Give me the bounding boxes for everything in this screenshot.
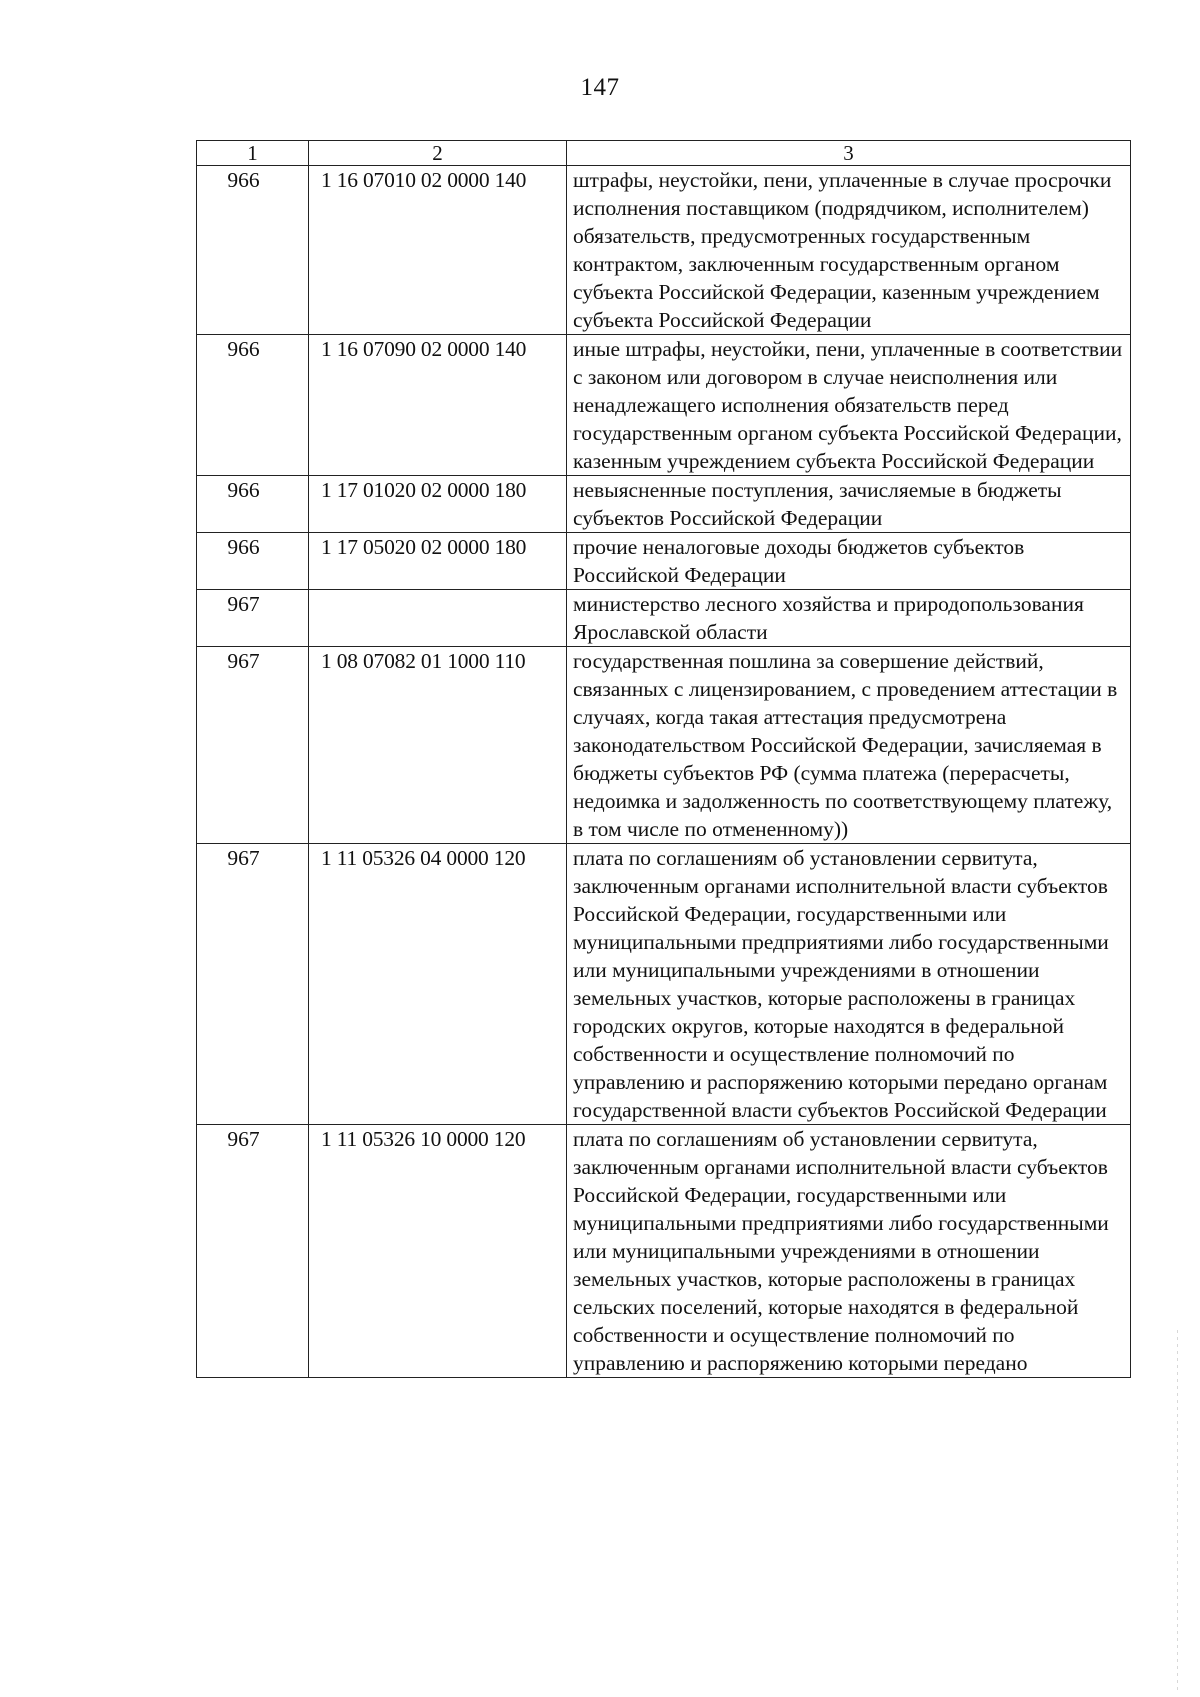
admin-code-cell: 966: [197, 166, 309, 335]
table-row: [197, 844, 1131, 1125]
admin-code-cell: 966: [197, 476, 309, 533]
revenue-code-cell: 1 17 05020 02 0000 180: [309, 533, 567, 590]
revenue-code-cell: 1 11 05326 04 0000 120: [309, 844, 567, 1125]
description-cell: государственная пошлина за совершение действий, связанных с лицензированием, с проведением аттестации в случаях, когда такая аттестация предусмотрена законодательством Российской Федерации, зачисляемая в бюджеты субъектов РФ (сумма платежа (перерасчеты, недоимка и задолженность по соответствующему платежу, в том числе по отмененному)): [567, 647, 1131, 844]
revenue-code-cell: 1 16 07010 02 0000 140: [309, 166, 567, 335]
description-cell: прочие неналоговые доходы бюджетов субъектов Российской Федерации: [567, 533, 1131, 590]
table-row: [197, 533, 1131, 590]
table-row: [197, 476, 1131, 533]
table-row: [197, 590, 1131, 647]
description-cell: плата по соглашениям об установлении сервитута, заключенным органами исполнительной власти субъектов Российской Федерации, государственными или муниципальными предприятиями либо государственными или муниципальными учреждениями в отношении земельных участков, которые расположены в границах сельских поселений, которые находятся в федеральной собственности и осуществление полномочий по управлению и распоряжению которыми передано: [567, 1125, 1131, 1378]
column-header-2: 2: [309, 141, 567, 166]
admin-code-cell: 966: [197, 533, 309, 590]
description-cell: невыясненные поступления, зачисляемые в бюджеты субъектов Российской Федерации: [567, 476, 1131, 533]
scan-edge-artifact: [1177, 1330, 1178, 1690]
column-header-1: 1: [197, 141, 309, 166]
table-row: [197, 335, 1131, 476]
revenue-code-cell: 1 16 07090 02 0000 140: [309, 335, 567, 476]
admin-code-cell: 967: [197, 844, 309, 1125]
revenue-code-cell: 1 11 05326 10 0000 120: [309, 1125, 567, 1378]
table-header-row: [197, 141, 1131, 166]
table-row: [197, 647, 1131, 844]
column-header-3: 3: [567, 141, 1131, 166]
revenue-code-cell: 1 17 01020 02 0000 180: [309, 476, 567, 533]
revenue-code-cell: [309, 590, 567, 647]
description-cell: министерство лесного хозяйства и природопользования Ярославской области: [567, 590, 1131, 647]
revenue-codes-table: [196, 140, 1131, 1378]
description-cell: иные штрафы, неустойки, пени, уплаченные в соответствии с законом или договором в случае неисполнения или ненадлежащего исполнения обязательств перед государственным органом субъекта Российской Федерации, казенным учреждением субъекта Российской Федерации: [567, 335, 1131, 476]
admin-code-cell: 966: [197, 335, 309, 476]
table-row: [197, 1125, 1131, 1378]
description-cell: плата по соглашениям об установлении сервитута, заключенным органами исполнительной власти субъектов Российской Федерации, государственными или муниципальными предприятиями либо государственными или муниципальными учреждениями в отношении земельных участков, которые расположены в границах городских округов, которые находятся в федеральной собственности и осуществление полномочий по управлению и распоряжению которыми передано органам государственной власти субъектов Российской Федерации: [567, 844, 1131, 1125]
admin-code-cell: 967: [197, 590, 309, 647]
description-cell: штрафы, неустойки, пени, уплаченные в случае просрочки исполнения поставщиком (подрядчиком, исполнителем) обязательств, предусмотренных государственным контрактом, заключенным государственным органом субъекта Российской Федерации, казенным учреждением субъекта Российской Федерации: [567, 166, 1131, 335]
page-number: 147: [580, 74, 620, 101]
table-row: [197, 166, 1131, 335]
admin-code-cell: 967: [197, 647, 309, 844]
admin-code-cell: 967: [197, 1125, 309, 1378]
revenue-code-cell: 1 08 07082 01 1000 110: [309, 647, 567, 844]
